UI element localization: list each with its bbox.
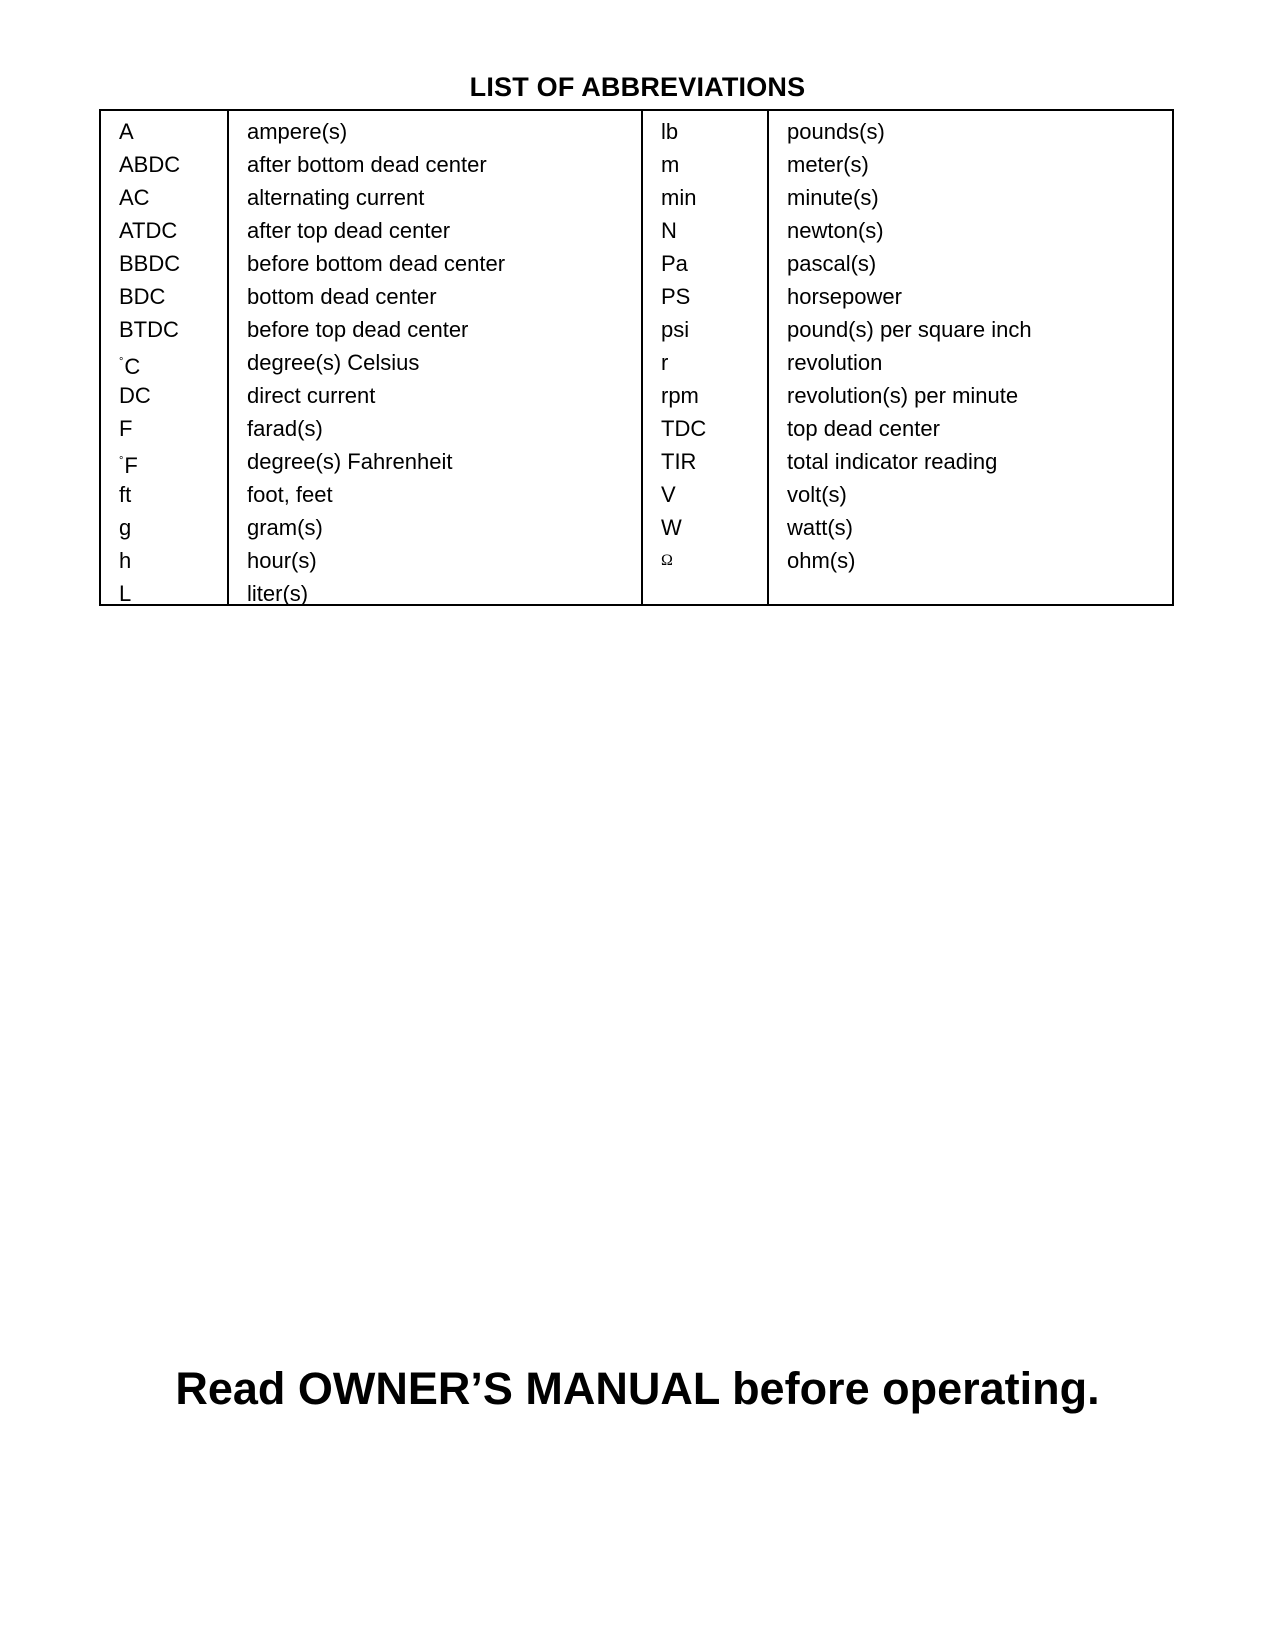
- right-abbreviation-column: [641, 111, 767, 604]
- abbreviation-cell: F: [119, 416, 133, 441]
- definition-cell: foot, feet: [247, 482, 333, 507]
- abbreviation-cell: BTDC: [119, 317, 179, 342]
- degree-symbol: °: [119, 356, 124, 368]
- abbreviation-cell: BBDC: [119, 251, 181, 276]
- abbreviation-cell: TDC: [661, 416, 707, 441]
- definition-cell: newton(s): [787, 218, 884, 243]
- definition-cell: after top dead center: [247, 218, 451, 243]
- definition-cell: bottom dead center: [247, 284, 437, 309]
- abbreviation-cell: h: [119, 548, 132, 573]
- abbreviation-cell: AC: [119, 185, 150, 210]
- abbreviation-cell: rpm: [661, 383, 699, 408]
- definition-cell: pascal(s): [787, 251, 877, 276]
- definition-cell: horsepower: [787, 284, 902, 309]
- abbreviation-cell: BDC: [119, 284, 166, 309]
- abbreviation-cell: W: [661, 515, 682, 540]
- definition-cell: pounds(s): [787, 119, 885, 144]
- abbreviation-cell: ft: [119, 482, 132, 507]
- abbreviation-cell: g: [119, 515, 132, 540]
- abbreviation-cell: m: [661, 152, 680, 177]
- definition-cell: hour(s): [247, 548, 317, 573]
- abbreviation-cell: r: [661, 350, 669, 375]
- abbreviation-cell: lb: [661, 119, 679, 144]
- definition-cell: degree(s) Fahrenheit: [247, 449, 453, 474]
- definition-cell: ohm(s): [787, 548, 856, 573]
- abbreviation-cell: L: [119, 581, 132, 606]
- abbreviation-cell: TIR: [661, 449, 697, 474]
- abbreviation-cell-celsius: [119, 346, 227, 379]
- abbreviation-cell: PS: [661, 284, 691, 309]
- left-abbreviation-column: [101, 111, 227, 604]
- definition-cell: watt(s): [787, 515, 853, 540]
- definition-cell: revolution(s) per minute: [787, 383, 1019, 408]
- page-title: LIST OF ABBREVIATIONS: [469, 72, 806, 102]
- definition-cell: meter(s): [787, 152, 869, 177]
- abbreviation-cell: psi: [661, 317, 690, 342]
- definition-cell: ampere(s): [247, 119, 348, 144]
- definition-cell: after bottom dead center: [247, 152, 487, 177]
- definition-cell: revolution: [787, 350, 883, 375]
- definition-cell: minute(s): [787, 185, 879, 210]
- definition-cell: alternating current: [247, 185, 425, 210]
- abbreviation-cell: DC: [119, 383, 151, 408]
- abbreviation-cell: ATDC: [119, 218, 178, 243]
- definition-cell: before top dead center: [247, 317, 469, 342]
- definition-cell: before bottom dead center: [247, 251, 506, 276]
- abbreviation-letter: F: [124, 453, 138, 478]
- abbreviation-cell: Pa: [661, 251, 688, 276]
- right-definition-column: [767, 111, 1172, 604]
- owners-manual-notice: Read OWNER’S MANUAL before operating.: [175, 1363, 1100, 1414]
- abbreviation-cell: ABDC: [119, 152, 181, 177]
- definition-cell: top dead center: [787, 416, 940, 441]
- definition-cell: direct current: [247, 383, 376, 408]
- ohm-symbol-cell: Ω: [661, 552, 673, 569]
- left-definition-column: [227, 111, 641, 604]
- definition-cell: degree(s) Celsius: [247, 350, 420, 375]
- abbreviation-cell: N: [661, 218, 677, 243]
- degree-symbol: °: [119, 455, 124, 467]
- definition-cell: volt(s): [787, 482, 847, 507]
- definition-cell: pound(s) per square inch: [787, 317, 1032, 342]
- abbreviations-table: [99, 109, 1174, 606]
- abbreviation-cell: A: [119, 119, 134, 144]
- abbreviation-cell: min: [661, 185, 697, 210]
- abbreviation-letter: C: [124, 354, 141, 379]
- definition-cell: farad(s): [247, 416, 323, 441]
- abbreviation-cell: V: [661, 482, 676, 507]
- definition-cell: total indicator reading: [787, 449, 998, 474]
- definition-cell: liter(s): [247, 581, 309, 606]
- definition-cell: gram(s): [247, 515, 323, 540]
- abbreviation-cell-fahrenheit: [119, 445, 227, 478]
